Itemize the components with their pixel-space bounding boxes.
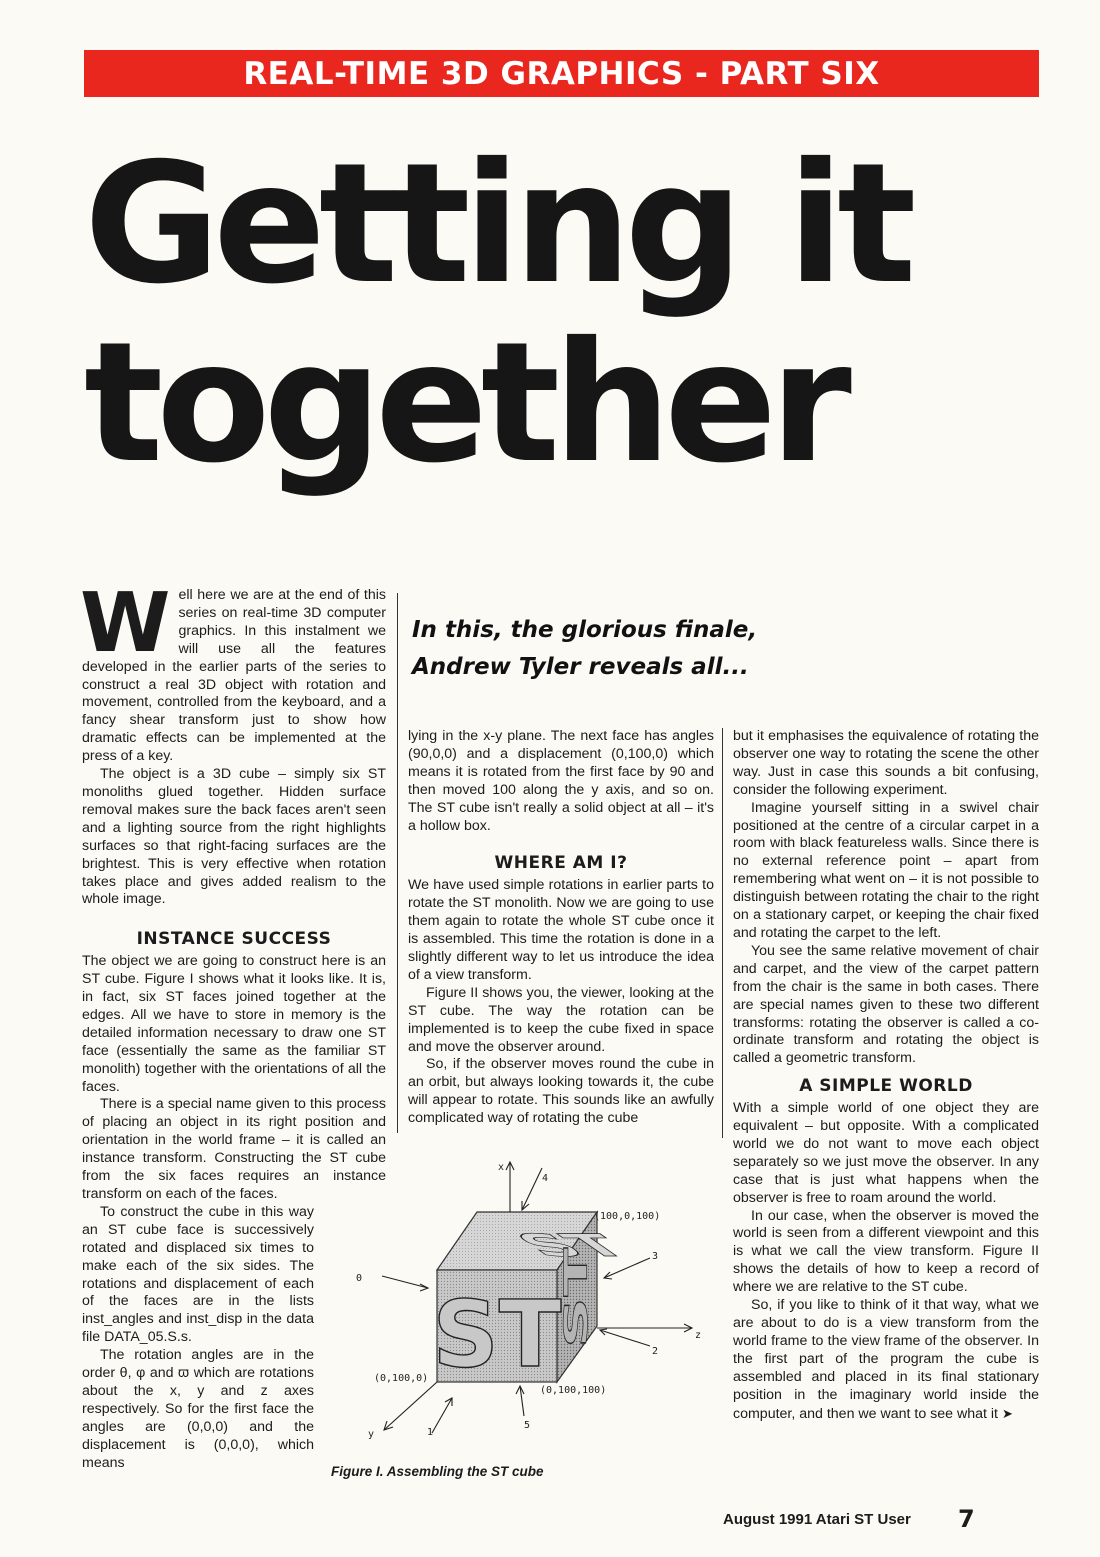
paragraph: lying in the x-y plane. The next face has angles (90,0,0) and a displacement (0,100,0) which means it is rotated from the first face by 90 and then moved 100 along the y axis, and so on. The ST cube isn't really a solid object at all – it's a hollow box. — [408, 728, 714, 834]
paragraph: We have used simple rotations in earlier parts to rotate the ST monolith. Now we are going to use them again to rotate the whole ST cube once it is assembled. This time the rotation is done in a slightly different way to let us introduce the idea of a view transform. — [408, 877, 714, 983]
drop-cap: W — [80, 576, 171, 671]
coord-label-0-100-100: (0,100,100) — [540, 1385, 607, 1396]
st-cube-diagram — [332, 1148, 724, 1463]
face-label-2: 2 — [652, 1346, 659, 1357]
axis-label-x: x — [498, 1162, 505, 1173]
paragraph: The object we are going to construct here is an ST cube. Figure I shows what it looks like. It is, in fact, six ST faces joined together at the edges. All we have to store in memory is the detailed information necessary to draw one ST face (essentially the same as the familiar ST monolith) together with the orientations of all the faces. — [82, 953, 386, 1095]
coord-label-0-100-0: (0,100,0) — [374, 1373, 429, 1384]
standfirst — [412, 612, 832, 686]
article-title — [84, 128, 1044, 501]
paragraph: but it emphasises the equivalence of rotating the observer one way to rotating the scene the other way. Just in case this sounds a bit confusing, consider the following experiment. — [733, 728, 1039, 798]
paragraph: With a simple world of one object they are equivalent – but opposite. With a complicated world we do not want to move each object separately so we just move the observer. In any case that is just what happens when the observer is free to roam around the world. — [733, 1100, 1039, 1206]
face-label-0: 0 — [356, 1273, 363, 1284]
cube-side-text: ST — [557, 1247, 596, 1349]
face-label-4: 4 — [542, 1173, 549, 1184]
standfirst-line-1: In this, the glorious finale, — [412, 617, 758, 643]
paragraph: In our case, when the observer is moved the world is seen from a different viewpoint and this is what we call the view transform. Figure II shows the details of how to keep a record of where we are relative to the ST cube. — [733, 1207, 1039, 1296]
column-2 — [408, 728, 714, 1128]
paragraph: Figure II shows you, the viewer, looking at the ST cube. The way the rotation can be implemented is to keep the cube fixed in space and move the observer around. — [408, 984, 714, 1055]
section-banner: REAL-TIME 3D GRAPHICS - PART SIX — [84, 50, 1039, 97]
cube-top-text: ST — [501, 1227, 643, 1264]
axis-label-z: z — [695, 1330, 702, 1341]
cube-front-text: ST — [432, 1281, 562, 1388]
page-number: 7 — [958, 1505, 973, 1533]
face-label-3: 3 — [652, 1251, 659, 1262]
paragraph: You see the same relative movement of chair and carpet, and the view of the carpet pattern from the chair is the same in both cases. There are special names given to these two different transforms: rotating the observer is called a co-ordinate transform and rotating the object is called a geometric transform. — [733, 942, 1039, 1067]
column-3 — [733, 728, 1039, 1423]
paragraph: Imagine yourself sitting in a swivel chair positioned at the centre of a circular carpet in a room with black featureless walls. Since there is no external reference point – apart from remembering what went on – it is not possible to distinguish between rotating the chair to the right on a stationary carpet, or keeping the chair fixed and rotating the carpet to the left. — [733, 799, 1039, 941]
article-title-line-2: together — [84, 307, 845, 501]
page-footer: August 1991 Atari ST User — [723, 1511, 911, 1528]
figure-st-cube — [332, 1148, 724, 1498]
coord-label-100-0-100: (100,0,100) — [594, 1211, 661, 1222]
intro-paragraph: Well here we are at the end of this series on real-time 3D computer graphics. In this instalment we will use all the features developed in the earlier parts of the series to construct a real 3D object with rotation and movement, controlled from the keyboard, and a fancy shear transform just to show how dramatic effects can be implemented at the press of a key. — [80, 576, 386, 765]
figure-caption: Figure I. Assembling the ST cube — [331, 1464, 544, 1479]
article-title-line-1: Getting it — [84, 128, 910, 321]
standfirst-line-2: Andrew Tyler reveals all... — [412, 654, 749, 680]
column-rule — [722, 728, 723, 1138]
subheading-where-am-i: WHERE AM I? — [494, 853, 628, 874]
column-rule — [397, 593, 398, 1133]
paragraph: So, if the observer moves round the cube in an orbit, but always looking towards it, the cube will appear to rotate. This sounds like an awfully complicated way of rotating the cube — [408, 1056, 714, 1127]
paragraph: The object is a 3D cube – simply six ST monoliths glued together. Hidden surface removal makes sure the back faces aren't seen and a lighting source from the right highlights surfaces so that right-facing surfaces are the brightest. This is very effective when rotation takes place and gives added realism to the whole image. — [82, 766, 386, 908]
continue-arrow-icon: ➤ — [1001, 1405, 1013, 1421]
paragraph: There is a special name given to this process of placing an object in its right position and orientation in the world frame – it is called an instance transform. Constructing the ST cube from the six faces requires an instance transform on each of the faces. — [82, 1096, 386, 1202]
axis-label-y: y — [368, 1429, 375, 1440]
face-label-1: 1 — [427, 1427, 434, 1438]
subheading-a-simple-world: A SIMPLE WORLD — [799, 1076, 973, 1097]
paragraph: To construct the cube in this way an ST cube face is successively rotated and displaced six times to make each of the six sides. The rotations and displacement of each of the faces are in the lists inst_angles and inst_disp in the data file DATA_05.S.s. — [82, 1203, 314, 1346]
paragraph: The rotation angles are in the order θ, φ and ϖ which are rotations about the x, y and z axes respectively. So for the first face the angles are (0,0,0) and the displacement is (0,0,0), which means — [82, 1347, 314, 1471]
subheading-instance-success: INSTANCE SUCCESS — [136, 929, 332, 950]
paragraph: So, if you like to think of it that way, what we are about to do is a view transform from the world frame to the view frame of the observer. In the first part of the program the cube is assembled and placed in its final stationary position in the imaginary world inside the computer, and then we want to see what it ➤ — [733, 1297, 1039, 1422]
face-label-5: 5 — [524, 1420, 531, 1431]
